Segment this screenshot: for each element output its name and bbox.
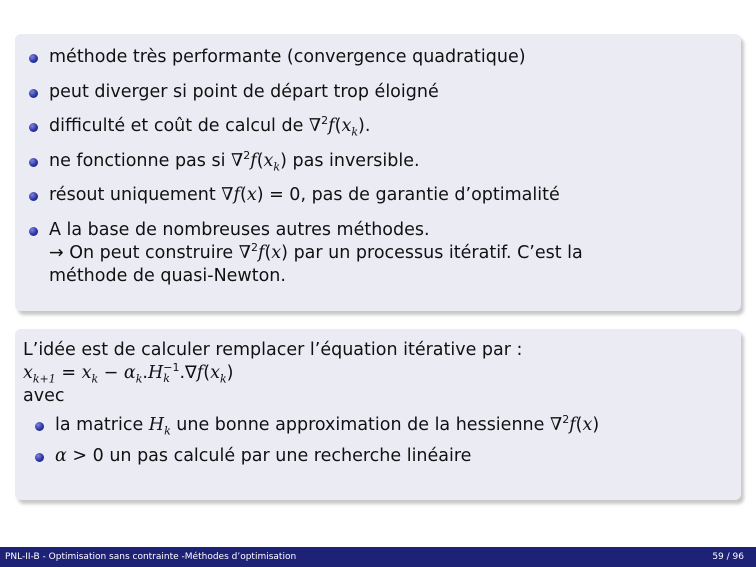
math-H: H [147, 363, 164, 383]
item-text: méthode de quasi-Newton. [49, 265, 286, 286]
bullet-icon [29, 89, 38, 98]
quasi-newton-block [15, 329, 741, 500]
avec-text: avec [23, 386, 65, 406]
item-text: par un processus itératif. C’est la [288, 242, 583, 263]
script-stack [163, 362, 179, 384]
exponent: 2 [321, 114, 329, 128]
math-x: x [246, 185, 257, 205]
list-item [49, 81, 725, 104]
bullet-icon [35, 453, 44, 462]
page-number: 59 / 96 [712, 552, 744, 562]
math-H: H [148, 415, 165, 435]
paren: ( [203, 363, 211, 383]
nabla-symbol: .∇ [179, 363, 197, 383]
math-f: f [328, 116, 335, 136]
math-alpha: α [55, 446, 67, 466]
subscript: k+1 [32, 372, 56, 386]
paren: ( [575, 415, 583, 435]
item-text: On peut construire [63, 242, 239, 263]
math-x: x [582, 415, 593, 435]
math-x: x [341, 116, 352, 136]
paren: ( [239, 185, 247, 205]
bullet-icon [29, 123, 38, 132]
paren: ) [281, 242, 288, 263]
subscript: k [91, 372, 99, 386]
subscript: k [135, 372, 143, 386]
intro-text: L’idée est de calculer remplacer l’équation itérative par : [23, 340, 523, 360]
math-x: x [210, 363, 220, 383]
item-text: ne fonctionne pas si [49, 150, 231, 171]
math-alpha: α [123, 363, 136, 383]
math-x: x [271, 242, 282, 263]
paren: ). [358, 116, 371, 136]
list-item [49, 184, 725, 207]
equals: = [55, 363, 82, 383]
exponent: 2 [243, 148, 251, 162]
bullet-icon [35, 422, 44, 431]
item-text: , pas de garantie d’optimalité [300, 185, 560, 205]
paren: ( [334, 116, 342, 136]
subscript: k [273, 160, 281, 173]
math-x: x [81, 363, 92, 383]
bullet-icon [29, 158, 38, 167]
paren: ) [592, 415, 600, 435]
item-text: une bonne approximation de la hessienne [170, 415, 550, 435]
nabla-symbol: ∇ [231, 150, 244, 171]
footer-bar [0, 547, 756, 567]
subscript: k [351, 125, 359, 139]
subscript: k [164, 424, 171, 438]
paren: ( [264, 242, 272, 263]
math-x: x [23, 363, 33, 383]
item-text: peut diverger si point de départ trop éloigné [49, 81, 439, 102]
exponent: −1 [163, 361, 180, 374]
list-item [49, 219, 725, 288]
bullet-icon [29, 227, 38, 236]
item-text: méthode très performante (convergence quadratique) [49, 47, 526, 67]
iterative-equation [23, 362, 725, 385]
list-item [55, 414, 725, 437]
paren: ( [256, 150, 264, 171]
math-f: f [233, 185, 240, 205]
list-item [55, 445, 725, 468]
exponent: 2 [562, 413, 570, 427]
math-f: f [569, 415, 576, 435]
bullet-icon [29, 192, 38, 201]
minus: − [98, 363, 124, 383]
list-item [49, 46, 725, 69]
properties-block [15, 34, 741, 311]
nabla-symbol: ∇ [221, 185, 234, 205]
list-item [49, 150, 725, 173]
list-item [49, 115, 725, 138]
paren: ) [226, 363, 234, 383]
item-text: la matrice [55, 415, 149, 435]
paren: ) = 0 [256, 185, 301, 205]
item-text: un pas calculé par une recherche linéaire [103, 446, 472, 466]
subscript: k [219, 372, 227, 386]
dot: . [142, 363, 148, 383]
math-f: f [257, 242, 265, 263]
footer-title: PNL-II-B - Optimisation sans contrainte -Méthodes d’optimisation [5, 552, 297, 562]
item-text: difficulté et coût de calcul de [49, 116, 309, 136]
item-text: pas inversible. [286, 150, 420, 171]
paren: ) [280, 150, 287, 171]
nabla-symbol: ∇ [549, 415, 563, 435]
item-text: A la base de nombreuses autres méthodes. [49, 219, 430, 240]
nabla-symbol: ∇ [238, 242, 251, 263]
conditions-list [23, 414, 725, 468]
subscript: k [163, 372, 170, 385]
math-f: f [250, 150, 257, 171]
bullet-icon [29, 54, 38, 63]
properties-list [49, 46, 725, 288]
math-x: x [263, 150, 274, 171]
item-text: résout uniquement [49, 185, 222, 205]
exponent: 2 [250, 240, 258, 254]
item-text: > 0 [66, 446, 104, 466]
nabla-symbol: ∇ [308, 116, 322, 136]
arrow-icon: → [49, 242, 64, 263]
math-f: f [196, 363, 204, 383]
